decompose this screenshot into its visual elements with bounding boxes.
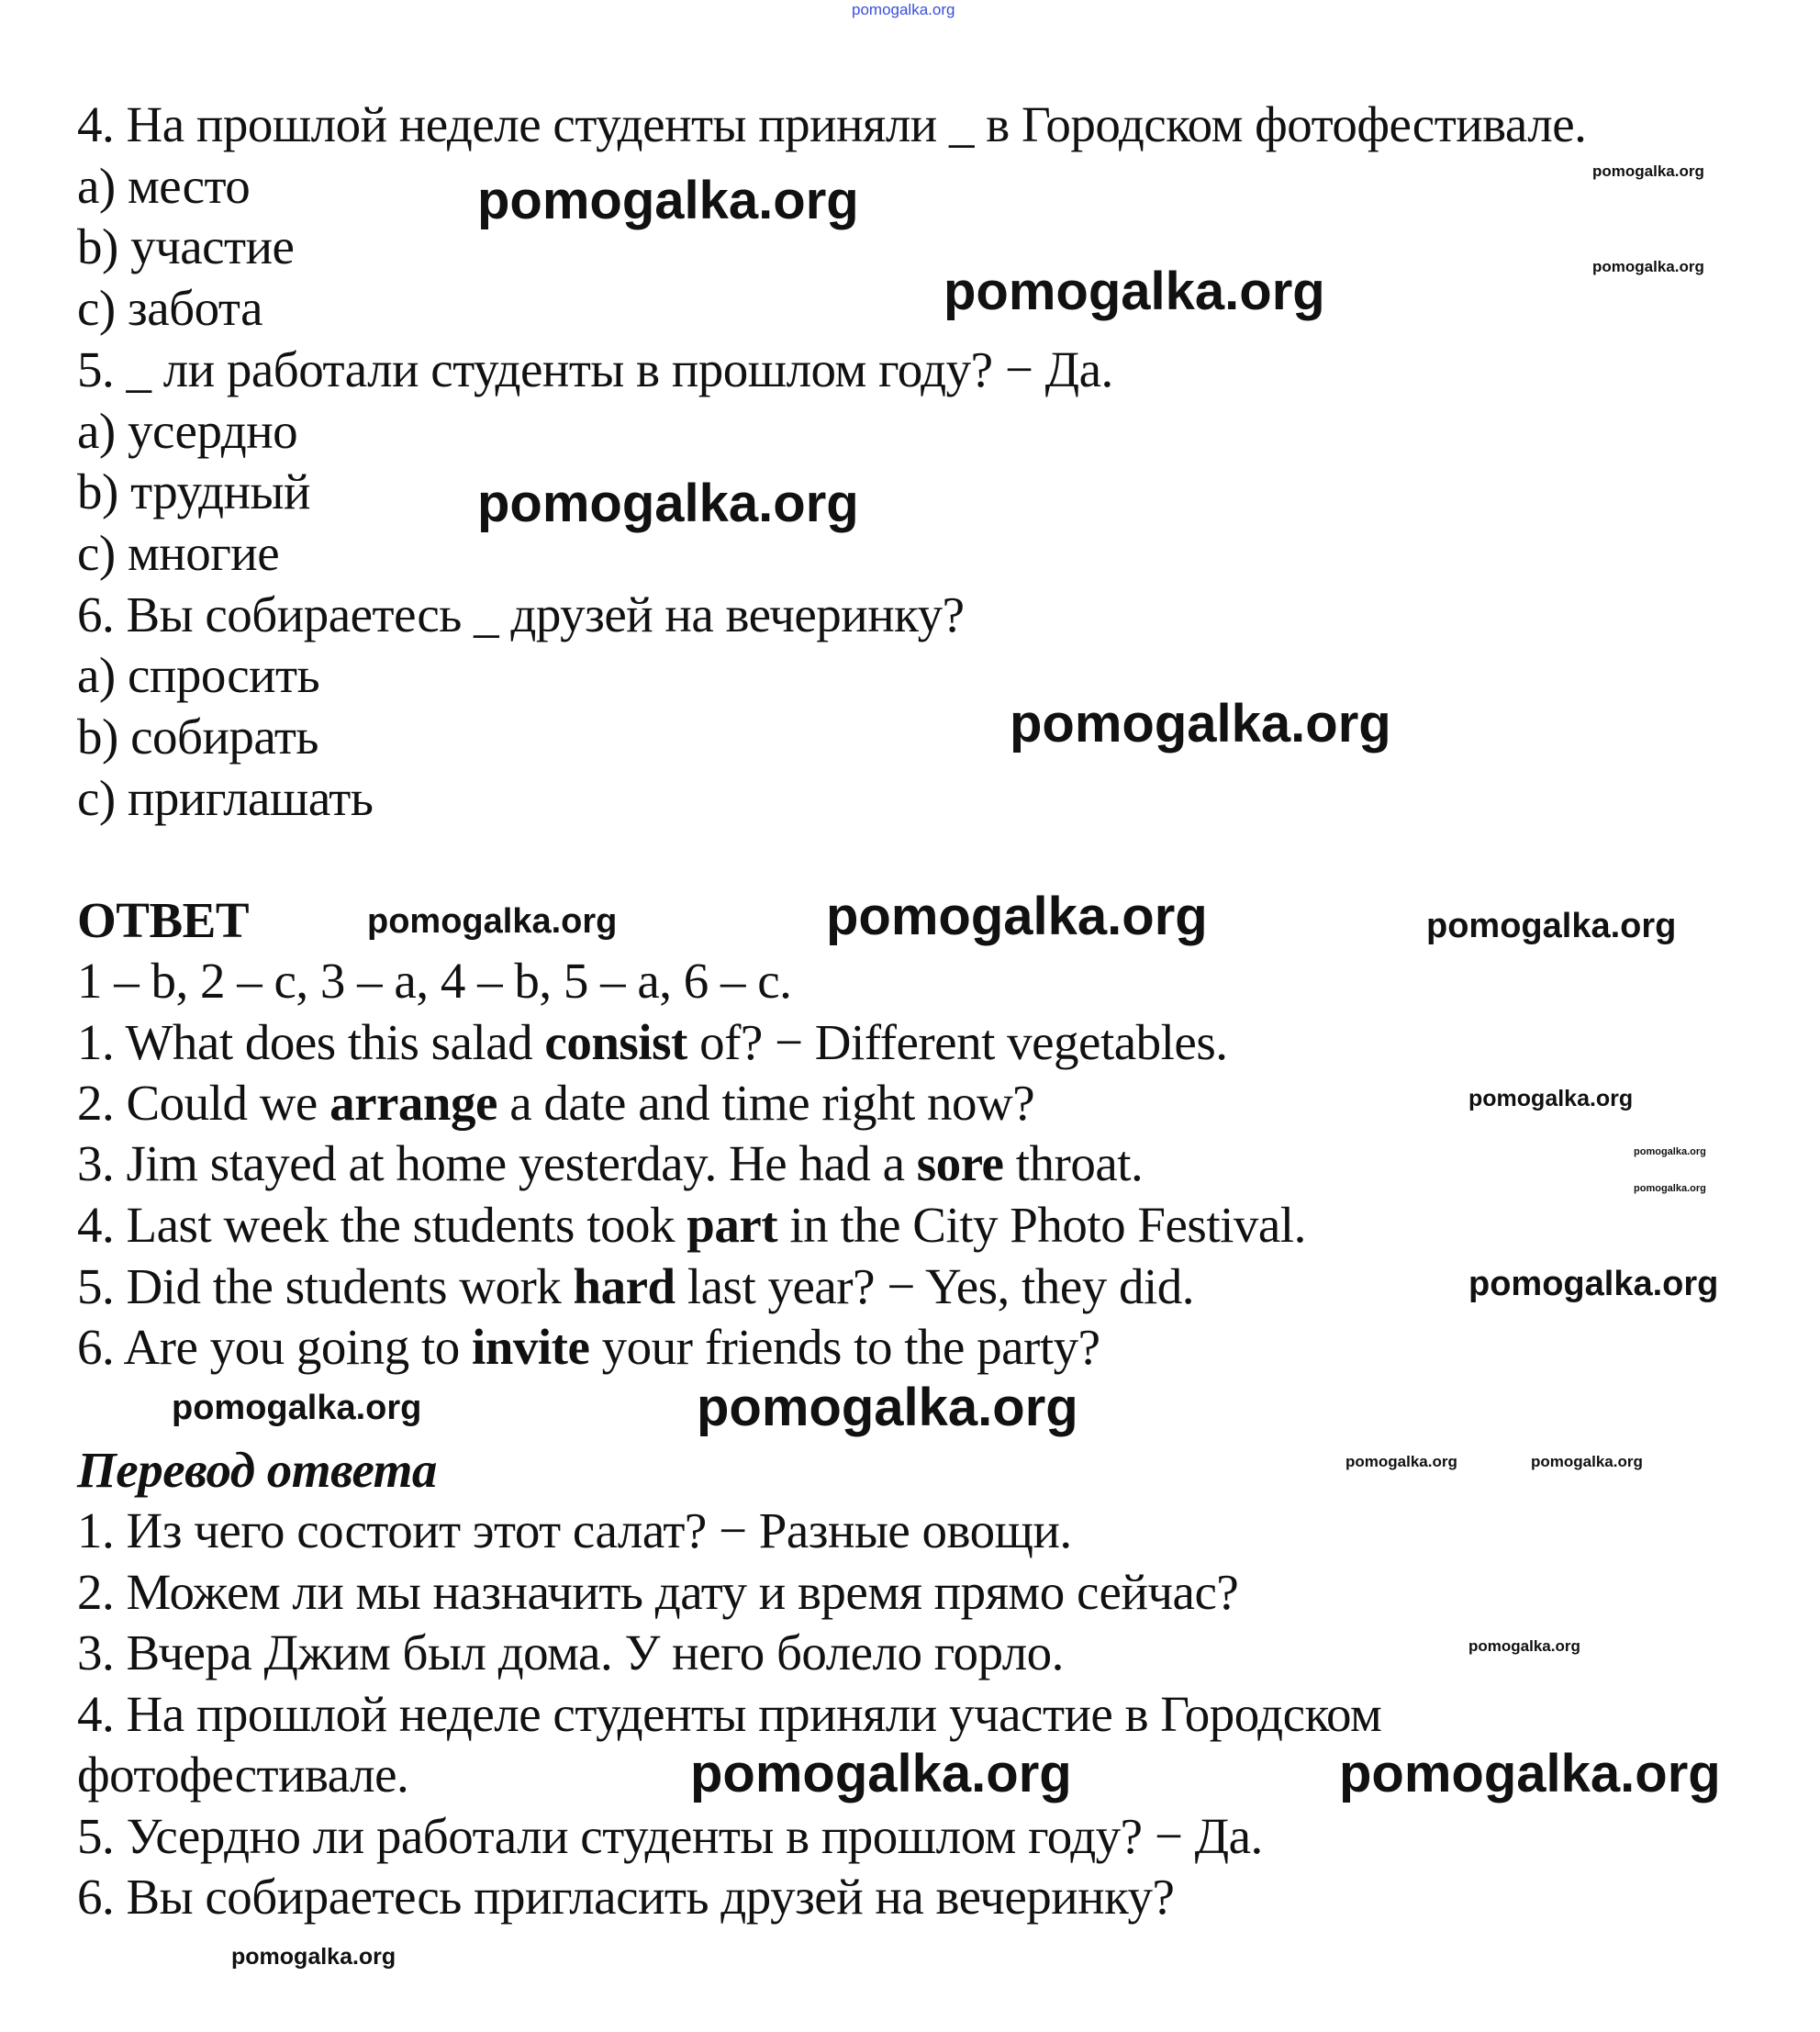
watermark: pomogalka.org xyxy=(1634,1146,1706,1157)
translation-line: 4. На прошлой неделе студенты приняли участие в Городском xyxy=(77,1686,1382,1742)
watermark: pomogalka.org xyxy=(1339,1744,1721,1803)
watermark: pomogalka.org xyxy=(697,1378,1078,1437)
watermark: pomogalka.org xyxy=(943,262,1325,321)
question-5: 5. _ ли работали студенты в прошлом году? − Да. xyxy=(77,341,1113,397)
watermark: pomogalka.org xyxy=(1345,1453,1457,1470)
translation-line: 5. Усердно ли работали студенты в прошлом году? − Да. xyxy=(77,1808,1263,1864)
translation-line: фотофестивале. xyxy=(77,1747,409,1803)
answer-sentence: 2. Could we arrange a date and time right now? xyxy=(77,1075,1035,1131)
watermark: pomogalka.org xyxy=(690,1744,1072,1803)
answer-sentence: 3. Jim stayed at home yesterday. He had a sore throat. xyxy=(77,1135,1144,1191)
watermark: pomogalka.org xyxy=(852,1,955,18)
watermark: pomogalka.org xyxy=(477,474,859,533)
option: a) усердно xyxy=(77,403,298,459)
option: b) трудный xyxy=(77,463,310,519)
translation-heading: Перевод ответа xyxy=(77,1442,437,1498)
option: b) собирать xyxy=(77,709,319,765)
option: a) место xyxy=(77,158,251,214)
watermark: pomogalka.org xyxy=(1426,907,1677,945)
answer-sentence: 1. What does this salad consist of? − Different vegetables. xyxy=(77,1014,1228,1070)
watermark: pomogalka.org xyxy=(1592,162,1704,180)
option: b) участие xyxy=(77,218,295,274)
watermark: pomogalka.org xyxy=(1468,1637,1580,1655)
watermark: pomogalka.org xyxy=(826,887,1208,946)
question-4: 4. На прошлой неделе студенты приняли _ в Городском фотофестивале. xyxy=(77,96,1587,152)
answer-key: 1 – b, 2 – c, 3 – a, 4 – b, 5 – a, 6 – c. xyxy=(77,953,792,1009)
option: c) многие xyxy=(77,525,280,581)
watermark: pomogalka.org xyxy=(231,1944,396,1970)
watermark: pomogalka.org xyxy=(1531,1453,1643,1470)
answer-sentence: 4. Last week the students took part in the City Photo Festival. xyxy=(77,1197,1306,1253)
translation-line: 1. Из чего состоит этот салат? − Разные овощи. xyxy=(77,1502,1072,1558)
answer-sentence: 5. Did the students work hard last year? − Yes, they did. xyxy=(77,1258,1195,1314)
watermark: pomogalka.org xyxy=(172,1389,422,1427)
watermark: pomogalka.org xyxy=(1634,1183,1706,1194)
answer-heading: ОТВЕТ xyxy=(77,892,250,948)
watermark: pomogalka.org xyxy=(1592,258,1704,275)
watermark: pomogalka.org xyxy=(367,902,618,941)
question-6: 6. Вы собираетесь _ друзей на вечеринку? xyxy=(77,586,965,642)
option: c) приглашать xyxy=(77,770,374,826)
option: c) забота xyxy=(77,280,262,336)
watermark: pomogalka.org xyxy=(1010,694,1391,754)
watermark: pomogalka.org xyxy=(477,171,859,230)
option: a) спросить xyxy=(77,647,320,703)
translation-line: 2. Можем ли мы назначить дату и время прямо сейчас? xyxy=(77,1564,1239,1620)
translation-line: 3. Вчера Джим был дома. У него болело горло. xyxy=(77,1624,1064,1680)
answer-sentence: 6. Are you going to invite your friends to the party? xyxy=(77,1319,1100,1375)
watermark: pomogalka.org xyxy=(1468,1086,1634,1111)
translation-line: 6. Вы собираетесь пригласить друзей на вечеринку? xyxy=(77,1869,1175,1925)
watermark: pomogalka.org xyxy=(1468,1265,1719,1303)
